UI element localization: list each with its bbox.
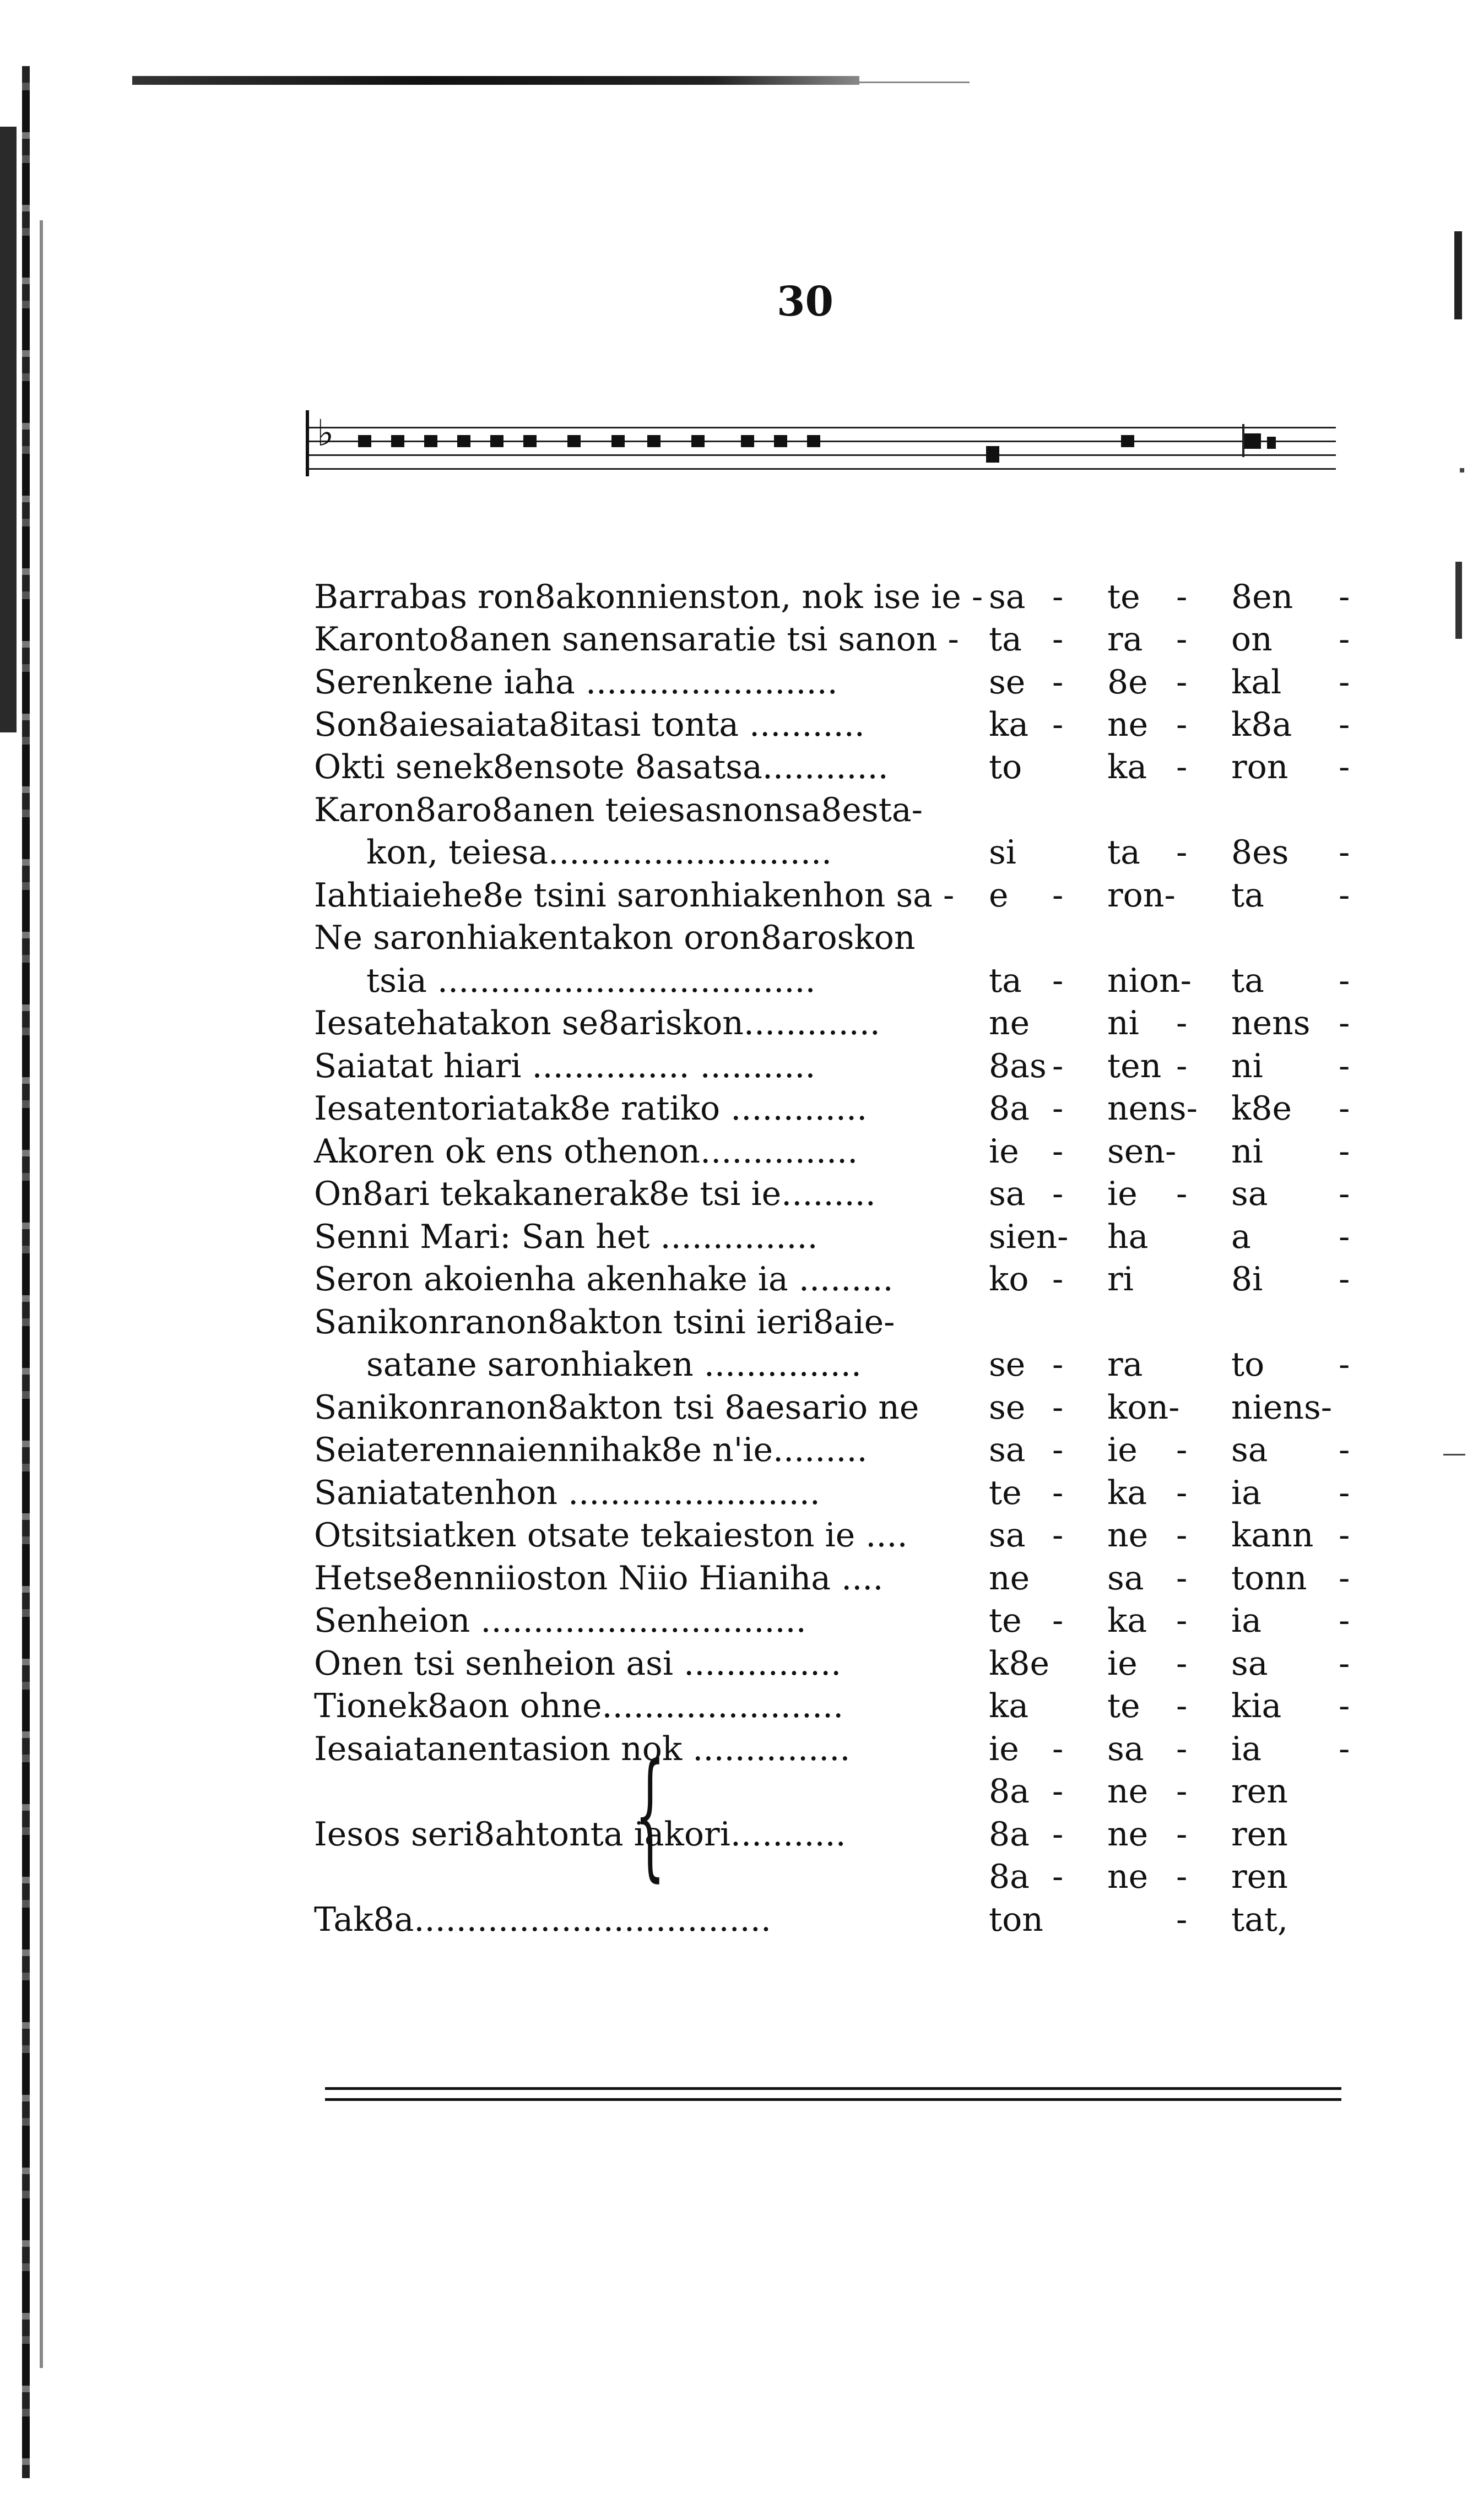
syllable: sa xyxy=(1231,1431,1268,1469)
syllable: ni xyxy=(1231,1132,1263,1171)
syllable: ra xyxy=(1107,620,1143,659)
syllable: se xyxy=(989,1388,1026,1427)
syllable: ta xyxy=(989,620,1022,659)
hymn-line xyxy=(314,1429,1416,1471)
syllable: e xyxy=(989,876,1009,915)
syllable: ton xyxy=(989,1900,1043,1939)
syllable: ka xyxy=(1107,1601,1147,1640)
syllable: ten xyxy=(1107,1047,1162,1085)
hymn-lyric: Senni Mari: San het ............... xyxy=(314,1218,818,1256)
syllable: ka xyxy=(989,1687,1029,1725)
syllable-dash: - xyxy=(1339,1047,1350,1085)
syllable: to xyxy=(989,748,1022,786)
syllable: 8en xyxy=(1231,578,1293,616)
staff-line xyxy=(306,427,1336,428)
syllable: k8a xyxy=(1231,705,1292,744)
note xyxy=(774,435,787,447)
hymn-lyric: Tak8a.................................. xyxy=(314,1900,771,1939)
syllable: ka xyxy=(989,705,1029,744)
scan-edge-binding xyxy=(22,66,30,2478)
hymn-line xyxy=(314,1898,1416,1941)
note xyxy=(986,446,999,463)
syllable-dash: - xyxy=(1176,833,1188,872)
syllable: k8e xyxy=(1231,1089,1292,1128)
hymn-line xyxy=(314,874,1416,917)
hymn-line xyxy=(314,1045,1416,1088)
note xyxy=(807,435,820,447)
music-staff xyxy=(306,410,1336,479)
staff-line xyxy=(306,454,1336,456)
syllable: sa xyxy=(989,1431,1026,1469)
syllable: sa xyxy=(1231,1644,1268,1683)
syllable-dash: - xyxy=(1052,1730,1064,1768)
scan-top-rule xyxy=(132,76,859,85)
syllable: te xyxy=(989,1474,1022,1512)
syllable-dash: - xyxy=(1339,1132,1350,1171)
syllable: ni xyxy=(1107,1004,1139,1042)
syllable-dash: - xyxy=(1052,1772,1064,1811)
syllable: se xyxy=(989,1345,1026,1384)
syllable: ne xyxy=(1107,705,1149,744)
hymn-line xyxy=(314,1813,1416,1856)
hymn-lyric: Seron akoienha akenhake ia ......... xyxy=(314,1260,894,1299)
hymn-line xyxy=(314,1172,1416,1215)
hymn-line xyxy=(314,746,1416,789)
syllable-dash: - xyxy=(1176,1175,1188,1213)
syllable-dash: - xyxy=(1339,705,1350,744)
hymn-line xyxy=(314,916,1416,959)
syllable: ka xyxy=(1107,748,1147,786)
note xyxy=(523,435,537,447)
syllable: kia xyxy=(1231,1687,1282,1725)
scan-speck xyxy=(1460,468,1464,472)
syllable-dash: - xyxy=(1176,705,1188,744)
bar-line xyxy=(1242,424,1244,457)
note xyxy=(424,435,437,447)
note xyxy=(358,435,371,447)
hymn-lyric: Tionek8aon ohne....................... xyxy=(314,1687,844,1725)
syllable: ren xyxy=(1231,1815,1288,1854)
syllable: ne xyxy=(989,1559,1030,1598)
note xyxy=(391,435,404,447)
hymn-lyric: Seiaterennaiennihak8e n'ie......... xyxy=(314,1431,868,1469)
hymn-line xyxy=(314,1258,1416,1301)
hymn-lyric: Saiatat hiari ............... ........... xyxy=(314,1047,816,1085)
syllable-dash: - xyxy=(1339,1474,1350,1512)
hymn-lyric: Barrabas ron8akonnienston, nok ise ie - xyxy=(314,578,983,616)
hymn-line xyxy=(314,1728,1416,1770)
syllable-dash: - xyxy=(1339,1004,1350,1042)
note xyxy=(490,435,504,447)
syllable: kal xyxy=(1231,663,1282,702)
hymn-lyric: Iesatentoriatak8e ratiko ............. xyxy=(314,1089,868,1128)
syllable: te xyxy=(1107,1687,1140,1725)
syllable-dash: - xyxy=(1176,1687,1188,1725)
hymn-lyric: Iahtiaiehe8e tsini saronhiakenhon sa - xyxy=(314,876,955,915)
syllable: ne xyxy=(1107,1516,1149,1555)
syllable-dash: - xyxy=(1176,1004,1188,1042)
syllable-dash: - xyxy=(1052,1260,1064,1299)
hymn-line xyxy=(314,789,1416,832)
syllable: ie xyxy=(1107,1175,1138,1213)
hymn-lyric: Akoren ok ens othenon............... xyxy=(314,1132,858,1171)
syllable: sa xyxy=(1107,1559,1144,1598)
syllable: ren xyxy=(1231,1858,1288,1896)
syllable-dash: - xyxy=(1052,1431,1064,1469)
syllable: sen- xyxy=(1107,1132,1177,1171)
syllable: ka xyxy=(1107,1474,1147,1512)
note xyxy=(1267,437,1276,449)
syllable-dash: - xyxy=(1176,1730,1188,1768)
hymn-line xyxy=(314,1514,1416,1557)
syllable-dash: - xyxy=(1339,1431,1350,1469)
hymn-lyric: kon, teiesa........................... xyxy=(366,833,832,872)
syllable-dash: - xyxy=(1052,1516,1064,1555)
hymn-line xyxy=(314,575,1416,618)
syllable: ne xyxy=(1107,1815,1149,1854)
syllable-dash: - xyxy=(1176,1815,1188,1854)
syllable-dash: - xyxy=(1052,1132,1064,1171)
hymn-line xyxy=(314,831,1416,874)
syllable-dash: - xyxy=(1176,1772,1188,1811)
syllable: 8e xyxy=(1107,663,1148,702)
scan-edge-line xyxy=(40,220,43,2368)
syllable: on xyxy=(1231,620,1273,659)
hymn-lyric: Senheion ............................... xyxy=(314,1601,806,1640)
syllable-dash: - xyxy=(1052,1474,1064,1512)
hymn-line xyxy=(314,1642,1416,1685)
hymn-line xyxy=(314,1599,1416,1642)
hymn-lyric: Saniatatenhon ........................ xyxy=(314,1474,820,1512)
syllable-dash: - xyxy=(1339,748,1350,786)
scan-top-rule-tail xyxy=(859,82,970,83)
syllable-dash: - xyxy=(1176,1431,1188,1469)
syllable: ron xyxy=(1231,748,1288,786)
note xyxy=(1242,433,1261,449)
syllable-dash: - xyxy=(1052,1175,1064,1213)
hymn-line xyxy=(314,1770,1416,1813)
syllable-dash: - xyxy=(1339,1730,1350,1768)
syllable: ie xyxy=(989,1730,1019,1768)
syllable: sa xyxy=(989,578,1026,616)
note xyxy=(611,435,625,447)
syllable-dash: - xyxy=(1176,1559,1188,1598)
syllable: ren xyxy=(1231,1772,1288,1811)
syllable: te xyxy=(1107,578,1140,616)
syllable: ko xyxy=(989,1260,1029,1299)
syllable-dash: - xyxy=(1176,1047,1188,1085)
hymn-line xyxy=(314,1215,1416,1258)
syllable: sien- xyxy=(989,1218,1069,1256)
syllable-dash: - xyxy=(1052,1388,1064,1427)
syllable: 8as xyxy=(989,1047,1047,1085)
syllable-dash: - xyxy=(1176,1644,1188,1683)
syllable: nens- xyxy=(1107,1089,1198,1128)
hymn-lyric: Iesaiatanentasion nok ............... xyxy=(314,1730,851,1768)
hymn-lyric: Serenkene iaha ........................ xyxy=(314,663,838,702)
hymn-lyric: Karonto8anen sanensaratie tsi sanon - xyxy=(314,620,959,659)
syllable: niens- xyxy=(1231,1388,1333,1427)
syllable-dash: - xyxy=(1176,620,1188,659)
note xyxy=(691,435,705,447)
hymn-line xyxy=(314,618,1416,661)
syllable: sa xyxy=(989,1516,1026,1555)
syllable-dash: - xyxy=(1052,1815,1064,1854)
flat-icon: ♭ xyxy=(317,411,334,454)
syllable: kon- xyxy=(1107,1388,1180,1427)
syllable-dash: - xyxy=(1052,705,1064,744)
syllable-dash: - xyxy=(1339,1516,1350,1555)
syllable: 8a xyxy=(989,1858,1030,1896)
syllable-dash: - xyxy=(1339,962,1350,1000)
syllable-dash: - xyxy=(1052,663,1064,702)
hymn-line xyxy=(314,1557,1416,1600)
syllable: sa xyxy=(1107,1730,1144,1768)
syllable-dash: - xyxy=(1052,578,1064,616)
hymn-lyric: Hetse8enniioston Niio Hianiha .... xyxy=(314,1559,884,1598)
syllable-dash: - xyxy=(1176,663,1188,702)
syllable-dash: - xyxy=(1176,1858,1188,1896)
syllable: sa xyxy=(989,1175,1026,1213)
hymn-line xyxy=(314,1130,1416,1173)
syllable-dash: - xyxy=(1176,1900,1188,1939)
note xyxy=(741,435,754,447)
syllable: nion- xyxy=(1107,962,1192,1000)
staff-line xyxy=(306,468,1336,470)
hymn-lyric: Ne saronhiakentakon oron8aroskon xyxy=(314,919,916,957)
syllable: to xyxy=(1231,1345,1265,1384)
syllable: tat, xyxy=(1231,1900,1288,1939)
hymn-line xyxy=(314,1002,1416,1045)
syllable-dash: - xyxy=(1052,620,1064,659)
syllable: tonn xyxy=(1231,1559,1307,1598)
bottom-rule xyxy=(325,2098,1341,2101)
scan-speck xyxy=(1443,1454,1465,1455)
syllable: 8a xyxy=(989,1815,1030,1854)
scan-right-mark xyxy=(1454,231,1462,319)
syllable-dash: - xyxy=(1339,1601,1350,1640)
hymn-lyric: satane saronhiaken ............... xyxy=(366,1345,862,1384)
hymn-lyric: Son8aiesaiata8itasi tonta ........... xyxy=(314,705,865,744)
syllable-dash: - xyxy=(1052,1858,1064,1896)
syllable: ta xyxy=(989,962,1022,1000)
syllable: ne xyxy=(989,1004,1030,1042)
syllable-dash: - xyxy=(1052,1345,1064,1384)
hymn-lyric: Iesos seri8ahtonta iakori........... xyxy=(314,1815,846,1854)
syllable: ri xyxy=(1107,1260,1134,1299)
syllable-dash: - xyxy=(1339,1175,1350,1213)
brace: { xyxy=(635,1734,665,1894)
hymn-lyric: Otsitsiatken otsate tekaieston ie .... xyxy=(314,1516,908,1555)
note xyxy=(647,435,661,447)
syllable-dash: - xyxy=(1339,1089,1350,1128)
syllable: si xyxy=(989,833,1016,872)
hymn-lyric: Onen tsi senheion asi ............... xyxy=(314,1644,842,1683)
c-clef-icon xyxy=(306,410,309,476)
hymn-lyric: Iesatehatakon se8ariskon............. xyxy=(314,1004,880,1042)
syllable: 8es xyxy=(1231,833,1289,872)
page-number: 30 xyxy=(777,278,833,325)
syllable-dash: - xyxy=(1339,1559,1350,1598)
syllable: ni xyxy=(1231,1047,1263,1085)
syllable: ie xyxy=(989,1132,1019,1171)
syllable-dash: - xyxy=(1339,620,1350,659)
syllable-dash: - xyxy=(1176,1516,1188,1555)
syllable-dash: - xyxy=(1339,833,1350,872)
syllable: ie xyxy=(1107,1431,1138,1469)
syllable-dash: - xyxy=(1052,1089,1064,1128)
syllable-dash: - xyxy=(1339,1218,1350,1256)
syllable: nens xyxy=(1231,1004,1311,1042)
hymn-lyric: Sanikonranon8akton tsini ieri8aie- xyxy=(314,1303,895,1342)
syllable: a xyxy=(1231,1218,1251,1256)
hymn-line xyxy=(314,661,1416,704)
syllable-dash: - xyxy=(1176,1601,1188,1640)
syllable: k8e xyxy=(989,1644,1050,1683)
syllable-dash: - xyxy=(1052,962,1064,1000)
syllable-dash: - xyxy=(1052,876,1064,915)
hymn-line xyxy=(314,1087,1416,1130)
syllable-dash: - xyxy=(1052,1601,1064,1640)
hymn-line xyxy=(314,959,1416,1002)
syllable-dash: - xyxy=(1339,1260,1350,1299)
syllable: kann xyxy=(1231,1516,1314,1555)
syllable-dash: - xyxy=(1339,1644,1350,1683)
syllable: ta xyxy=(1107,833,1140,872)
hymn-line xyxy=(314,1685,1416,1728)
syllable: 8a xyxy=(989,1772,1030,1811)
syllable: 8a xyxy=(989,1089,1030,1128)
syllable-dash: - xyxy=(1176,748,1188,786)
hymn-line xyxy=(314,703,1416,746)
hymn-lyric: tsia .................................... xyxy=(366,962,816,1000)
syllable-dash: - xyxy=(1176,578,1188,616)
syllable-dash: - xyxy=(1339,1345,1350,1384)
hymn-line xyxy=(314,1855,1416,1898)
syllable: 8i xyxy=(1231,1260,1263,1299)
syllable: ia xyxy=(1231,1730,1262,1768)
syllable: se xyxy=(989,663,1026,702)
syllable-dash: - xyxy=(1052,1047,1064,1085)
syllable: ne xyxy=(1107,1772,1149,1811)
syllable: ta xyxy=(1231,876,1264,915)
note xyxy=(1121,435,1134,447)
hymn-line xyxy=(314,1386,1416,1429)
syllable: ra xyxy=(1107,1345,1143,1384)
syllable: ron- xyxy=(1107,876,1176,915)
hymn-lyric: On8ari tekakanerak8e tsi ie......... xyxy=(314,1175,876,1213)
note xyxy=(457,435,470,447)
hymn-lyric: Okti senek8ensote 8asatsa............ xyxy=(314,748,889,786)
syllable: ne xyxy=(1107,1858,1149,1896)
syllable: ia xyxy=(1231,1601,1262,1640)
scan-right-mark xyxy=(1455,562,1462,639)
syllable-dash: - xyxy=(1339,578,1350,616)
note xyxy=(567,435,581,447)
scan-edge-shadow xyxy=(0,127,17,732)
bottom-rule xyxy=(325,2087,1341,2090)
syllable-dash: - xyxy=(1339,876,1350,915)
syllable-dash: - xyxy=(1339,1687,1350,1725)
hymn-lyric: Sanikonranon8akton tsi 8aesario ne xyxy=(314,1388,919,1427)
syllable-dash: - xyxy=(1339,663,1350,702)
hymn-line xyxy=(314,1471,1416,1514)
syllable: ia xyxy=(1231,1474,1262,1512)
syllable: ie xyxy=(1107,1644,1138,1683)
syllable: ha xyxy=(1107,1218,1149,1256)
hymn-line xyxy=(314,1343,1416,1386)
syllable: sa xyxy=(1231,1175,1268,1213)
hymn-lyric: Karon8aro8anen teiesasnonsa8esta- xyxy=(314,791,923,829)
syllable: te xyxy=(989,1601,1022,1640)
syllable-dash: - xyxy=(1176,1474,1188,1512)
hymn-line xyxy=(314,1301,1416,1344)
syllable: ta xyxy=(1231,962,1264,1000)
